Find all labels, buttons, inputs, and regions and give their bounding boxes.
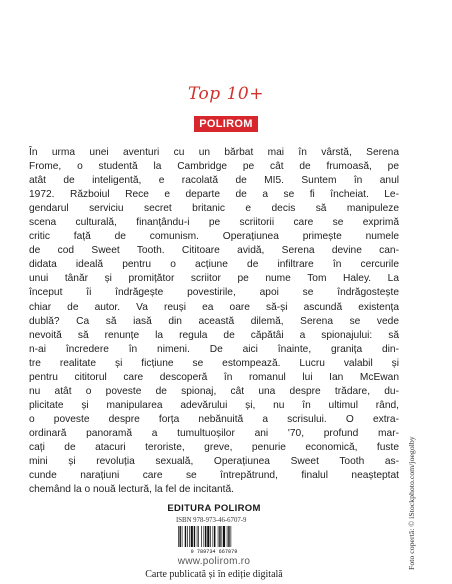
blurb-line: pentru cititorul care descoperă în romanul lui Ian McEwan [29,371,399,383]
barcode-bar [191,526,193,547]
isbn-label: ISBN 978-973-46-6707-9 [176,517,247,524]
blurb-line: Frome, o studentă la Cambridge pe cât de frumoasă, pe [29,161,399,173]
blurb-line: nu atât o poveste de spionaj, cât una despre trădare, du- [29,385,399,397]
barcode-bar [219,526,220,547]
blurb-line: chemând la o nouă lectură, la fel de incitantă. [29,484,235,496]
blurb-line: de cod Sweet Tooth. Cititoare avidă, Serena devine can- [29,245,399,257]
blurb-line: critic față de comunism. Operațiunea primește numele [29,231,399,243]
barcode-bar [204,526,205,547]
barcode-bar [185,526,186,547]
blurb-line: tre realitate și ficțiune se estompează. Lucru valabil și [29,357,399,369]
blurb-line: În urma unei aventuri cu un bărbat mai în vârstă, Serena [29,147,399,158]
blurb-line: unui tânăr și promițător scriitor pe nume Tom Haley. La [29,273,399,285]
blurb-line: 1972. Războiul Rece e departe de a se fi încheiat. Le- [29,189,399,201]
blurb-line: început îi îndrăgește povestirile, apoi se îndrăgostește [29,287,399,299]
barcode-bar [231,526,232,547]
blurb-line: didata ideală pentru o acțiune de infiltrare în cercurile [29,259,399,271]
barcode-bar [198,526,199,547]
barcode-bar [197,526,198,547]
barcode-bar [210,526,211,547]
back-cover-blurb [29,146,399,497]
barcode-bar [218,526,219,547]
blurb-line: ordinară panoramă a tumultuoșilor ani '70, profund mar- [29,427,399,439]
blurb-line: chiar de autor. Va reuși ea oare să-și ascundă existența [29,301,399,313]
barcode-bar [205,526,206,547]
barcode-bar [182,526,183,547]
blurb-line: gendarul serviciu secret britanic e decis să manipuleze [29,203,399,215]
publisher-logo-badge: POLIROM [194,116,258,132]
blurb-line: scena culturală, finanțându-i pe scriitorii care se exprimă [29,217,399,229]
barcode-bar [180,526,181,547]
barcode-digits: 9 789734 667079 [190,549,238,554]
barcode-bar [228,526,229,547]
barcode-bar [207,526,209,547]
blurb-line: plicitate și manipularea adevărului și, nu în ultimul rând, [29,399,399,411]
barcode-bar [214,526,215,547]
series-label: Top 10+ [188,84,264,104]
publisher-imprint: EDITURA POLIROM [167,503,261,514]
barcode-bar [187,526,188,547]
barcode-bar [201,526,202,547]
barcode-bar [189,526,190,547]
barcode-bar [223,526,225,547]
blurb-line: cați de atacuri teroriste, greve, penurie economică, fuste [29,441,399,453]
barcode-bar [213,526,214,547]
publisher-website: www.polirom.ro [177,556,251,567]
blurb-line: dublă? Ca să iasă din această dilemă, Serena se vede [29,315,399,327]
blurb-line: cunde narațiuni care se întrepătrund, finalul neașteptat [29,470,399,482]
barcode [175,526,253,554]
digital-edition-note: Carte publicată și în ediție digitală [145,569,283,580]
blurb-line: n-ai încredere în nimeni. De aici înainte, granița din- [29,343,399,355]
blurb-line: atât de inteligentă, e racolată de MI5. Suntem în anul [29,175,399,187]
barcode-bar [227,526,228,547]
blurb-line: mini și revoluția sexuală, Operațiunea Sweet Tooth as- [29,456,399,468]
barcode-bar [178,526,179,547]
barcode-bar [194,526,195,547]
barcode-bars [178,526,231,547]
blurb-line: o poveste despre forța nebănuită a scrisului. O extra- [29,413,399,425]
barcode-bar [222,526,223,547]
cover-photo-credit: Foto copertă: © iStockphoto.com/joegolby [407,436,416,570]
blurb-line: nevoită să renunțe la regula de căpătâi a spionajului: să [29,329,399,341]
